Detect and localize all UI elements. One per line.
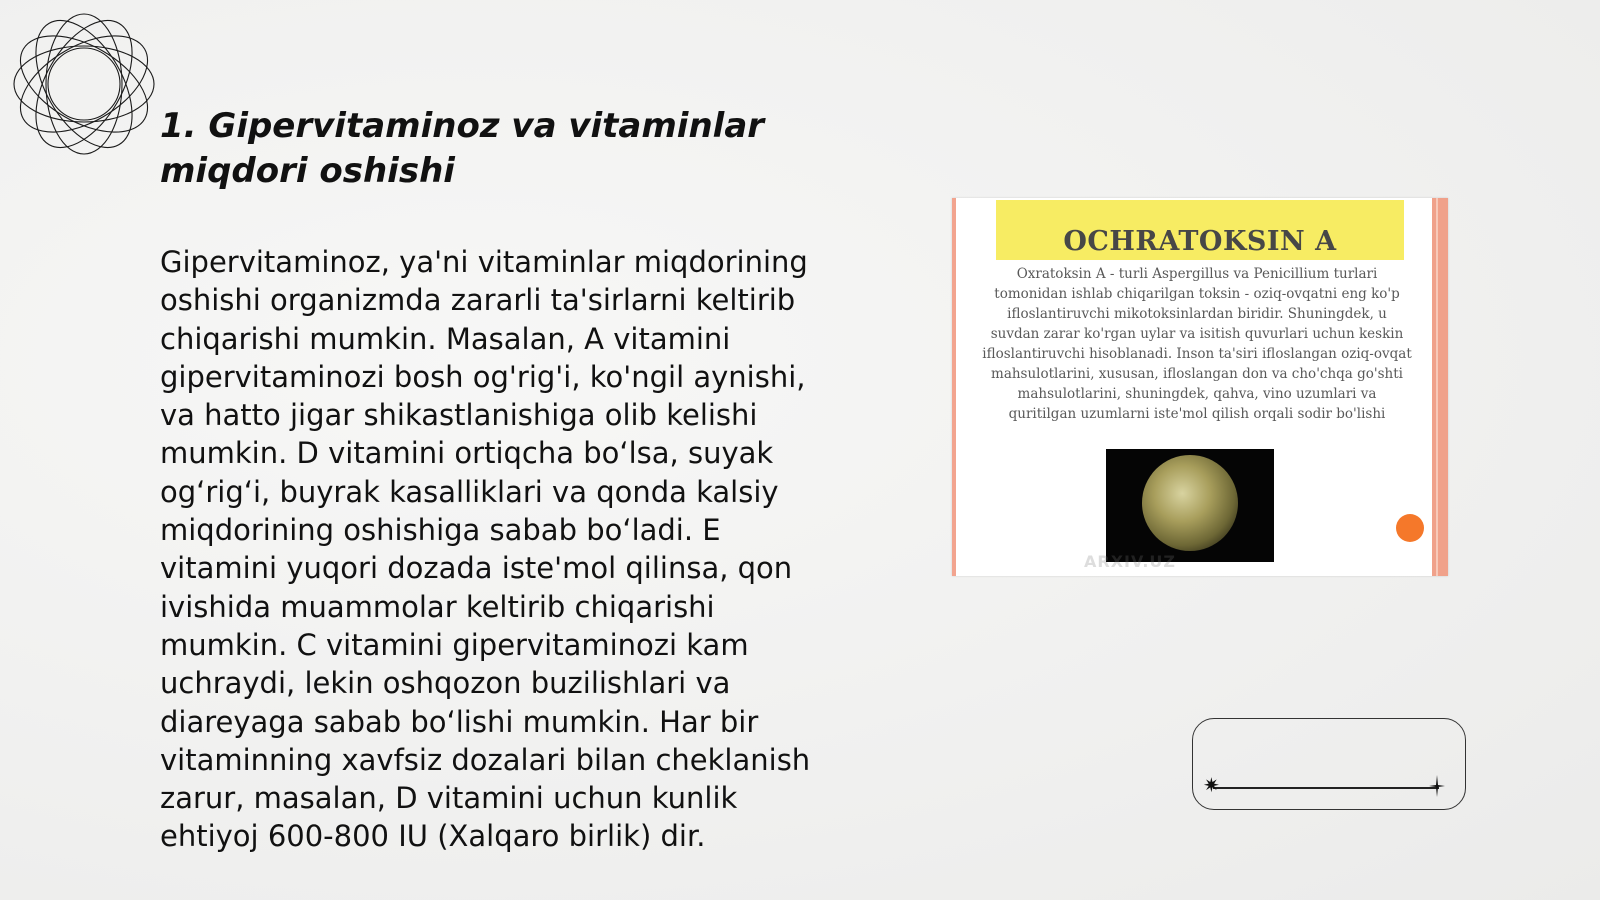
card-right-stripe xyxy=(1432,198,1448,576)
orange-dot-icon xyxy=(1396,514,1424,542)
petri-dish-photo xyxy=(1106,449,1274,562)
card-description: Oxratoksin A - turli Aspergillus va Penicillium turlari tomonidan ishlab chiqarilgan toksin - oziq-ovqatni eng ko'p ifloslantiruvchi mikotoksinlardan biridir. Shuningdek, u suvdan zarar ko'rgan uylar va isitish quvurlari uchun keskin ifloslantiruvchi hisoblanadi. Inson ta'siri ifloslangan oziq-ovqat mahsulotlarini, xususan, ifloslangan don va cho'chqa go'shti mahsulotlarini, shuningdek, qahva, vino uzumlari va quritilgan uzumlarni iste'mol qilish orqali sodir bo'lishi xyxy=(982,266,1412,422)
spirograph-decoration-icon xyxy=(10,10,158,158)
nav-progress-line xyxy=(1213,787,1439,789)
petri-dish-icon xyxy=(1142,455,1238,551)
card-left-stripe xyxy=(952,198,956,576)
slide-body-text: Gipervitaminoz, ya'ni vitaminlar miqdorining oshishi organizmda zararli ta'sirlarni keltirib chiqarishi mumkin. Masalan, A vitamini gipervitaminozi bosh og'rig'i, ko'ngil aynishi, va hatto jigar shikastlanishiga olib kelishi mumkin. D vitamini ortiqcha bo‘lsa, suyak og‘rig‘i, buyrak kasalliklari va qonda kalsiy miqdorining oshishiga sabab bo‘ladi. E vitamini yuqori dozada iste'mol qilinsa, qon ivishida muammolar keltirib chiqarishi mumkin. C vitamini gipervitaminozi kam uchraydi, lekin oshqozon buzilishlari va diareyaga sabab bo‘lishi mumkin. Har bir vitaminning xavfsiz dozalari bilan cheklanish zarur, masalan, D vitamini uchun kunlik ehtiyoj 600-800 IU (Xalqaro birlik) dir. xyxy=(160,245,811,854)
card-watermark: ARXIV.UZ xyxy=(1084,552,1176,571)
four-point-star-icon xyxy=(1429,775,1445,797)
slide-navigation-widget[interactable] xyxy=(1192,718,1466,810)
ochratoxin-image-card xyxy=(952,198,1448,576)
card-title: OCHRATOKSIN A xyxy=(1063,226,1337,257)
slide-title: 1. Gipervitaminoz va vitaminlar miqdori oshishi xyxy=(160,106,765,191)
sparkle-star-icon: ✷ xyxy=(1203,773,1220,797)
